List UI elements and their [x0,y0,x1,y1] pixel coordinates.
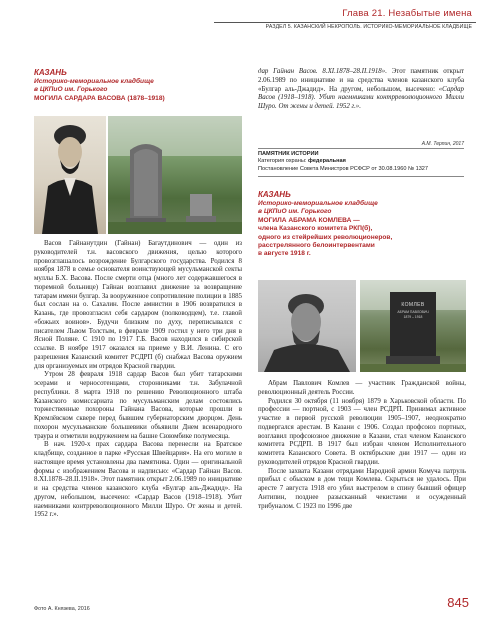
entry1-cemetery-line1: Историко-мемориальное кладбище [34,78,154,85]
memo-title: ПАМЯТНИК ИСТОРИИ [258,151,319,157]
plaque-line: 1879 – 1918 [403,315,423,319]
memo-category: Категория охраны: федеральная [258,158,346,165]
entry2-title-line5: в августе 1918 г. [258,250,311,258]
page-number: 845 [447,595,469,610]
plaque-line: АБРАМ ПАВЛОВИЧ [397,310,429,314]
entry2-title-line4: расстрелянного белоинтервентами [258,242,375,250]
komlev-portrait-photo [258,280,356,372]
entry1-city: КАЗАНЬ [34,68,67,77]
entry2-paragraph: Абрам Павлович Комлев — участник Гражданской войны, революционный деятель России. [258,380,466,396]
photo-credit: Фото А. Князева, 2016 [34,606,90,612]
memo-rule [258,148,464,149]
entry1-paragraph: Васов Гайнанутдин (Гайнан) Багаутдинович — один из руководителей т.н. васовского движения, целью которого провозглашалось возрождение Булгарского государства. Родился 8 ноября 1878 в семье основателя воинствующей мусульманской секты муллы Б.Х. Васова. После смерти отца (много лет содержавшегося в тюремной больнице) Гайнан возглавил движение за возвращение татарам имени булгар. За вооруженное сопротивление полиции в 1885 был сослан на о. Сахалин. После амнистии в 1906 возвратился в Казань, где провозгласил себя сардаром (полководцем), т.е. главой «божьих воинов». Будучи близким по духу, переписывался с писателем Львом Толстым, в феврале 1909 гостил у него три дня в Ясной Поляне. С 1910 по 1917 Г.Б. Васов находился в сибирской ссылке. В ноябре 1917 оказался на приеме у В.И. Ленина. С его разрешения Казанский комитет РСДРП (б) снабжал Васова оружием для организуемых им отрядов Красной гвардии. [34,240,242,370]
chapter-title: Глава 21. Незабытые имена [342,8,472,19]
entry1-heading [34,68,244,103]
entry2-cemetery-line2: в ЦКПиО им. Горького [258,208,332,216]
section-title: РАЗДЕЛ 5. КАЗАНСКИЙ НЕКРОПОЛЬ. ИСТОРИКО-МЕМОРИАЛЬНОЕ КЛАДБИЩЕ [265,24,472,30]
vasov-monument-photo [108,116,242,234]
entry2-cemetery-line1: Историко-мемориальное кладбище [258,200,378,207]
entry2-body [258,380,466,592]
entry2-title-line3: одного из стейрейших революционеров, [258,233,393,241]
protection-box [258,151,464,173]
entry2-paragraph: Родился 30 октября (11 ноября) 1879 в Харьковской области. По профессии — портной, с 1903 — член РСДРП. Принимал активное участие в первой русской революции 1905–1907, неоднократно подвергался арестам. В Казани с 1906. Создал профсоюз портных, возглавил профсоюзное движение в Казани, стал членом Казанского комитета РСДРП. В 1917 был избран членом Исполнительного комитета Казанского Совета. В октябрьские дни 1917 — один из руководителей отрядов Красной гвардии. [258,397,466,466]
entry1-body [34,240,242,592]
entry1-title: МОГИЛА САРДАРА ВАСОВА (1878–1918) [34,94,165,102]
komlev-gravestone-photo [360,280,466,372]
memo-rule [258,176,464,177]
entry1-quote-continuation: дар Гайнан Васов. 8.XI.1878–28.II.1918». Этот памятник открыт 2.06.1989 по инициативе и на средства членов казанского клуба «Булгар аль-Джадид». На другом, небольшом, высечено: «Сардар Васов (1918–1918). Убит наемниками контрреволюционного Милли Шуро. От жены и детей. 1952 г.». [258,68,464,110]
entry2-title-line1: МОГИЛА АБРАМА КОМЛЕВА — [258,216,360,224]
header-rule [214,22,476,23]
entry1-author: А.М. Терпин, 2017 [421,141,464,147]
memo-decree: Постановление Совета Министров РСФСР от 30.08.1960 № 1327 [258,165,429,172]
entry1-cemetery-line2: в ЦКПиО им. Горького [34,86,108,94]
entry1-paragraph: В нач. 1920-х прах сардара Васова перенесли на Братское кладбище, созданное в парке «Русская Швейцария». На его могиле в настоящее время установлены два памятника. Один — оригинальной формы с изображением Васова и надписью: «Сардар Гайнан Васов. 8.XI.1878–28.II.1918». Этот памятник открыт 2.06.1989 по инициативе и на средства членов казанского клуба «Булгар аль-Джадид». На другом, небольшом, высечено: «Сардар Васов (1918–1918). Убит наемниками контрреволюционного Милли Шуро. От жены и детей. 1952 г.». [34,441,242,519]
entry2-city: КАЗАНЬ [258,190,291,199]
entry2-paragraph: После захвата Казани отрядами Народной армии Комуча патруль прибыл с обыском в дом тещи Комлева. Скрыться не удалось. При аресте 7 августа 1918 его убил выстрелом в спину бывший офицер Антипин, позднее разысканный чекистами и осужденный трибуналом. С 1923 по 1996 две [258,467,466,510]
vasov-portrait-photo [34,116,106,234]
plaque-name: КОМЛЕВ [401,302,425,308]
entry2-heading [258,190,468,259]
entry1-paragraph: Утром 28 февраля 1918 сардар Васов был убит татарскими эсерами и черносотенцами, сторонниками т.н. Забулачной республики. 8 марта 1918 по решению Революционного штаба Казанского комиссариата по мусульманским делам состоялись торжественные похороны Гайнана Васова, которые прошли в Кремлёвском сквере перед бывшим губернаторским дворцом. День похорон мусульманские большевики объявили Днем всенародного траура и отметили водружением на башне Сююмбике полумесяца. [34,371,242,440]
entry2-title-line2: члена Казанского комитета РКП(б), [258,225,373,233]
